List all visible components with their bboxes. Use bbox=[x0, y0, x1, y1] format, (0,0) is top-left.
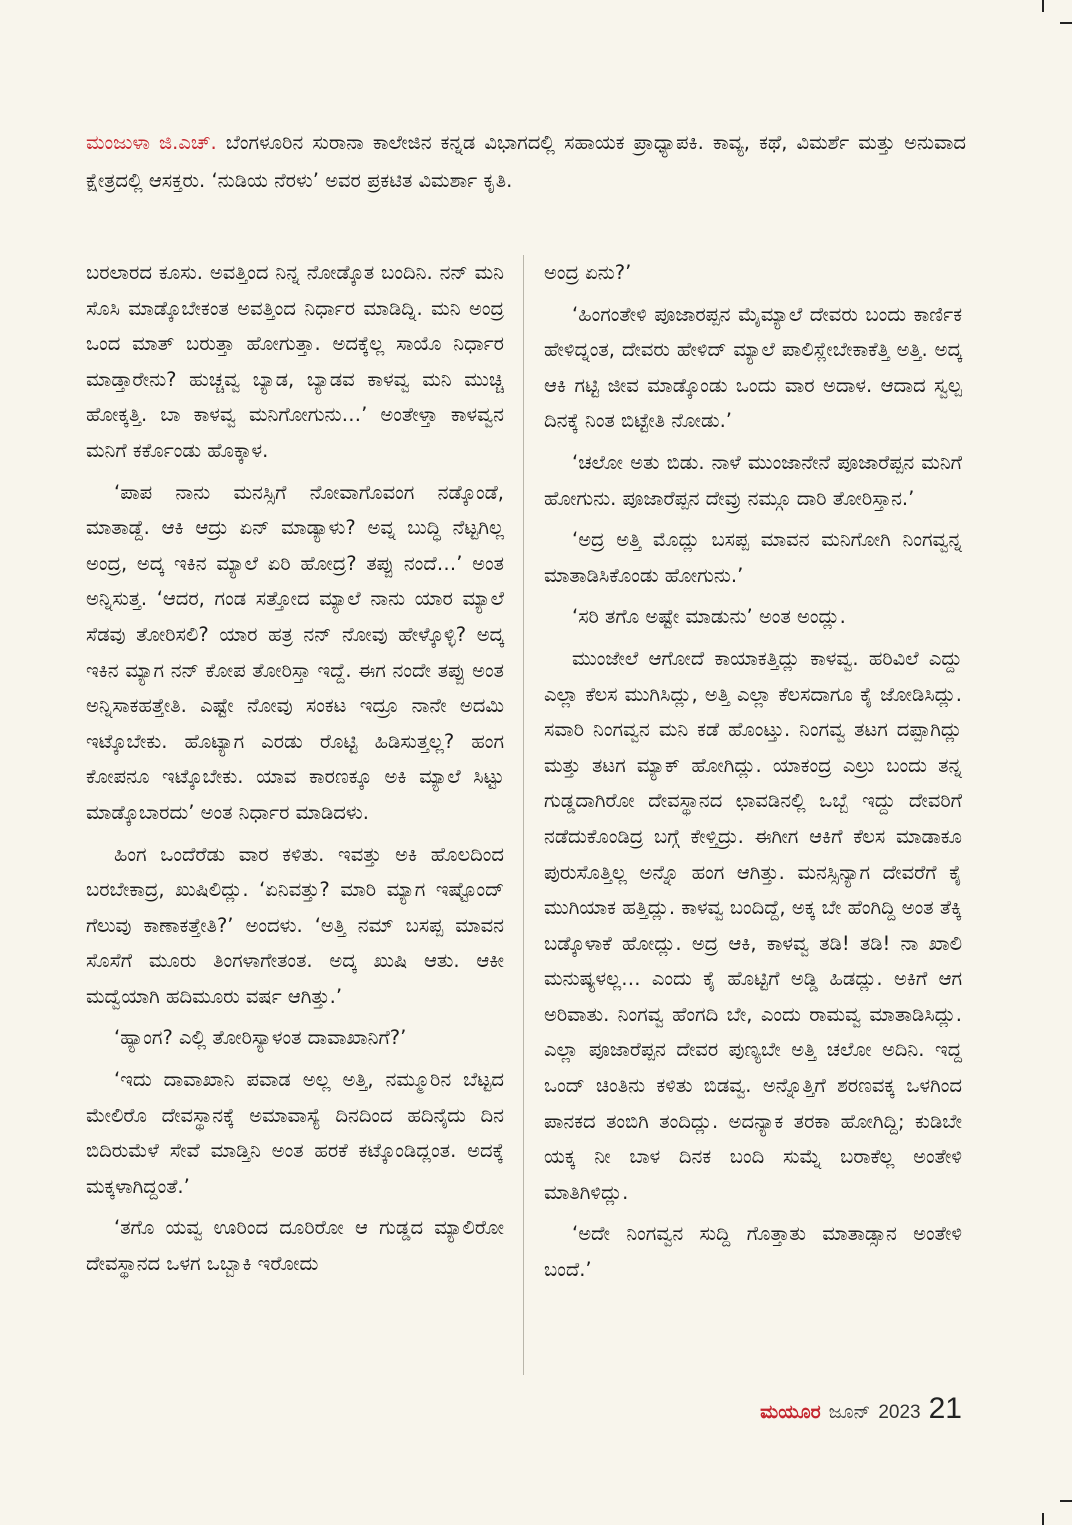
page-number: 21 bbox=[928, 1392, 962, 1425]
paragraph: ‘ಚಲೋ ಅತು ಬಿಡು. ನಾಳೆ ಮುಂಜಾನೇನೆ ಪೂಜಾರೆಪ್ಪನ ಮನಿಗೆ ಹೋಗುನು. ಪೂಜಾರೆಪ್ಪನ ದೇವ್ರು ನಮ್ಗೂ ದಾರಿ ತೋರಿಸ್ತಾನ.’ bbox=[544, 450, 962, 510]
paragraph: ‘ಸರಿ ತಗೊ ಅಷ್ಟೇ ಮಾಡುನು’ ಅಂತ ಅಂದ್ಲು. bbox=[572, 605, 846, 629]
issue-month: ಜೂನ್ bbox=[828, 1401, 871, 1423]
paragraph: ‘ಇದು ದಾವಾಖಾನಿ ಪವಾಡ ಅಲ್ಲ ಅತ್ತಿ, ನಮ್ಮೂರಿನ ಬೆಟ್ಟದ ಮೇಲಿರೊ ದೇವಸ್ಥಾನಕ್ಕೆ ಅಮಾವಾಸ್ಯೆ ದಿನದಿಂದ ಹದಿನೈದು ದಿನ ಬಿದಿರುಮೆಳೆ ಸೇವೆ ಮಾಡ್ತಿನಿ ಅಂತ ಹರಕೆ ಕಟ್ಕೊಂಡಿದ್ಲಂತ. ಅದಕ್ಕೆ ಮಕ್ಕಳಾಗಿದ್ದಂತೆ.’ bbox=[86, 1068, 504, 1198]
paragraph: ಹಿಂಗ ಒಂದೆರೆಡು ವಾರ ಕಳಿತು. ಇವತ್ತು ಅಕಿ ಹೊಲದಿಂದ ಬರಬೇಕಾದ್ರ, ಖುಷಿಲಿದ್ಲು. ‘ಏನಿವತ್ತು? ಮಾರಿ ಮ್ಯಾಗ ಇಷ್ಟೊಂದ್ ಗೆಲುವು ಕಾಣಾಕತ್ತೇತಿ?’ ಅಂದಳು. ‘ಅತ್ತಿ ನಮ್ ಬಸಪ್ಪ ಮಾವನ ಸೊಸೆಗೆ ಮೂರು ತಿಂಗಳಾಗೇತಂತ. ಅದ್ಕ ಖುಷಿ ಆತು. ಆಕೀ ಮದ್ವೆಯಾಗಿ ಹದಿಮೂರು ವರ್ಷ ಆಗಿತ್ತು.’ bbox=[86, 842, 504, 1008]
page-footer bbox=[760, 1392, 962, 1426]
paragraph: ಅಂದ್ರ ಏನು?’ bbox=[544, 261, 632, 284]
paragraph: ‘ಅದ್ರ ಅತ್ತಿ ಮೊದ್ಲು ಬಸಪ್ಪ ಮಾವನ ಮನಿಗೋಗಿ ನಿಂಗವ್ವನ್ನ ಮಾತಾಡಿಸಿಕೊಂಡು ಹೋಗುನು.’ bbox=[544, 528, 962, 587]
author-name: ಮಂಜುಳಾ ಜಿ.ಎಚ್. bbox=[86, 131, 217, 154]
crop-mark-right-bottom bbox=[1060, 1500, 1072, 1502]
paragraph: ಮುಂಜೇಲೆ ಆಗೋದೆ ಕಾಯಾಕತ್ತಿದ್ಲು ಕಾಳವ್ವ. ಹರಿವಿಲೆ ಎದ್ದು ಎಲ್ಲಾ ಕೆಲಸ ಮುಗಿಸಿದ್ಲು, ಅತ್ತಿ ಎಲ್ಲಾ ಕೆಲಸದಾಗೂ ಕೈ ಜೋಡಿಸಿದ್ಲು. ಸವಾರಿ ನಿಂಗವ್ವನ ಮನಿ ಕಡೆ ಹೊಂಟ್ತು. ನಿಂಗವ್ವ ತಟಗ ದಪ್ಪಾಗಿದ್ಲು ಮತ್ತು ತಟಗ ಮ್ಯಾಕ್ ಹೋಗಿದ್ಲು. ಯಾಕಂದ್ರ ಎಲ್ರು ಬಂದು ತನ್ನ ಗುಡ್ಡದಾಗಿರೋ ದೇವಸ್ಥಾನದ ಛಾವಡಿನಲ್ಲಿ ಒಬ್ಬೆ ಇದ್ದು ದೇವರಿಗೆ ನಡೆದುಕೊಂಡಿದ್ರ ಬಗ್ಗೆ ಕೇಳ್ತಿದ್ರು. ಈಗೀಗ ಆಕಿಗೆ ಕೆಲಸ ಮಾಡಾಕೂ ಪುರುಸೊತ್ತಿಲ್ಲ ಅನ್ನೊ ಹಂಗ ಆಗಿತ್ತು. ಮನಸ್ಸಿನ್ಯಾಗ ದೇವರೆಗೆ ಕೈ ಮುಗಿಯಾಕ ಹತ್ತಿದ್ಲು. ಕಾಳವ್ವ ಬಂದಿದ್ದೆ, ಅಕ್ಕ ಬೇ ಹೆಂಗಿದ್ದಿ ಅಂತ ತೆಕ್ಕಿ ಬಡ್ಕೊಳಾಕೆ ಹೋದ್ಲು. ಅದ್ರ ಆಕಿ, ಕಾಳವ್ವ ತಡಿ! ತಡಿ! ನಾ ಖಾಲಿ ಮನುಷ್ಯಳಲ್ಲ… ಎಂದು ಕೈ ಹೊಟ್ಟಿಗೆ ಅಡ್ಡಿ ಹಿಡದ್ಲು. ಅಕಿಗೆ ಆಗ ಅರಿವಾತು. ನಿಂಗವ್ವ ಹೆಂಗದಿ ಬೇ, ಎಂದು ರಾಮವ್ವ ಮಾತಾಡಿಸಿದ್ಲು. ಎಲ್ಲಾ ಪೂಜಾರೆಪ್ಪನ ದೇವರ ಪುಣ್ಯಬೇ ಅತ್ತಿ ಚಲೋ ಅದಿನಿ. ಇದ್ದ ಒಂದ್ ಚಿಂತಿನು ಕಳಿತು ಬಿಡವ್ವ. ಅನ್ನೊತ್ತಿಗೆ ಶರಣವಕ್ಕ ಒಳಗಿಂದ ಪಾನಕದ ತಂಬಿಗಿ ತಂದಿದ್ಲು. ಅದನ್ಯಾಕ ತರಕಾ ಹೋಗಿದ್ದಿ; ಕುಡಿಬೇ ಯಕ್ಕ ನೀ ಬಾಳ ದಿನಕ ಬಂದಿ ಸುಮ್ನೆ ಬರಾಕೆಲ್ಲ ಅಂತೇಳಿ ಮಾತಿಗಿಳಿದ್ಲು. bbox=[544, 646, 962, 1204]
paragraph: ‘ಹಿಂಗಂತೇಳಿ ಪೂಜಾರಪ್ಪನ ಮೈಮ್ಯಾಲೆ ದೇವರು ಬಂದು ಕಾರ್ಣಿಕ ಹೇಳಿದ್ನಂತ, ದೇವರು ಹೇಳಿದ್ ಮ್ಯಾಲೆ ಪಾಲಿಸ್ಲೇಬೇಕಾಕೆತ್ತಿ ಅತ್ತಿ. ಅದ್ಕ ಆಕಿ ಗಟ್ಟಿ ಜೀವ ಮಾಡ್ಕೊಂಡು ಒಂದು ವಾರ ಅದಾಳ. ಆದಾದ ಸ್ವಲ್ಪ ದಿನಕ್ಕೆ ನಿಂತ ಬಿಟ್ಟೇತಿ ನೋಡು.’ bbox=[544, 302, 962, 433]
issue-year: 2023 bbox=[878, 1402, 921, 1423]
crop-mark-right-top bbox=[1060, 22, 1072, 24]
paragraph: ‘ತಗೊ ಯವ್ವ ಊರಿಂದ ದೂರಿರೋ ಆ ಗುಡ್ಡದ ಮ್ಯಾಲಿರೋ ದೇವಸ್ಥಾನದ ಒಳಗ ಒಬ್ಬಾಕಿ ಇರೋದು bbox=[86, 1216, 504, 1276]
author-bio-text: ಬೆಂಗಳೂರಿನ ಸುರಾನಾ ಕಾಲೇಜಿನ ಕನ್ನಡ ವಿಭಾಗದಲ್ಲಿ ಸಹಾಯಕ ಪ್ರಾಧ್ಯಾಪಕಿ. ಕಾವ್ಯ, ಕಥೆ, ವಿಮರ್ಶೆ ಮತ್ತು ಅನುವಾದ ಕ್ಷೇತ್ರದಲ್ಲಿ ಆಸಕ್ತರು. ‘ನುಡಿಯ ನೆರಳು’ ಅವರ ಪ್ರಕಟಿತ ವಿಮರ್ಶಾ ಕೃತಿ. bbox=[86, 131, 966, 192]
author-bio bbox=[86, 124, 966, 200]
right-column bbox=[544, 255, 962, 1294]
paragraph: ‘ಹ್ಯಾಂಗ? ಎಲ್ಲಿ ತೋರಿಸ್ಯಾಳಂತ ದಾವಾಖಾನಿಗೆ?’ bbox=[114, 1026, 407, 1050]
paragraph: ‘ಪಾಪ ನಾನು ಮನಸ್ಸಿಗೆ ನೋವಾಗೊವಂಗ ನಡ್ಕೊಂಡೆ, ಮಾತಾಡ್ದೆ. ಆಕಿ ಆದ್ರು ಏನ್ ಮಾಡ್ಯಾಳು? ಅವ್ನ ಬುದ್ಧಿ ನೆಟ್ಟಗಿಲ್ಲ ಅಂದ್ರ, ಅದ್ಕ ಇಕಿನ ಮ್ಯಾಲೆ ಏರಿ ಹೋದ್ರ? ತಪ್ಪು ನಂದೆ…’ ಅಂತ ಅನ್ನಿಸುತ್ತ. ‘ಆದರ, ಗಂಡ ಸತ್ತೋದ ಮ್ಯಾಲೆ ನಾನು ಯಾರ ಮ್ಯಾಲೆ ಸೆಡವು ತೋರಿಸಲಿ? ಯಾರ ಹತ್ರ ನನ್ ನೋವು ಹೇಳ್ಕೊಳ್ಳಿ? ಅದ್ಕ ಇಕಿನ ಮ್ಯಾಗ ನನ್ ಕೋಪ ತೋರಿಸ್ತಾ ಇದ್ದೆ. ಈಗ ನಂದೇ ತಪ್ಪು ಅಂತ ಅನ್ನಿಸಾಕಹತ್ತೇತಿ. ಎಷ್ಟೇ ನೋವು ಸಂಕಟ ಇದ್ರೂ ನಾನೇ ಅದಮಿ ಇಟ್ಕೊಬೇಕು. ಹೊಟ್ಯಾಗ ಎರಡು ರೊಟ್ಟಿ ಹಿಡಿಸುತ್ತಲ್ಲ? ಹಂಗ ಕೋಪನೂ ಇಟ್ಕೊಬೇಕು. ಯಾವ ಕಾರಣಕ್ಕೂ ಅಕಿ ಮ್ಯಾಲೆ ಸಿಟ್ಟು ಮಾಡ್ಕೊಬಾರದು’ ಅಂತ ನಿರ್ಧಾರ ಮಾಡಿದಳು. bbox=[86, 480, 504, 824]
magazine-logo: ಮಯೂರ bbox=[760, 1401, 821, 1423]
crop-mark-bottom-right bbox=[1042, 1513, 1044, 1525]
paragraph: ಬರಲಾರದ ಕೂಸು. ಅವತ್ತಿಂದ ನಿನ್ನ ನೋಡ್ಕೊತ ಬಂದಿನಿ. ನನ್ ಮನಿ ಸೊಸಿ ಮಾಡ್ಕೊಬೇಕಂತ ಅವತ್ತಿಂದ ನಿರ್ಧಾರ ಮಾಡಿದ್ನಿ. ಮನಿ ಅಂದ್ರ ಒಂದ ಮಾತ್ ಬರುತ್ತಾ ಹೋಗುತ್ತಾ. ಅದಕ್ಕೆಲ್ಲ ಸಾಯೊ ನಿರ್ಧಾರ ಮಾಡ್ತಾರೇನು? ಹುಚ್ಚವ್ವ ಬ್ಯಾಡ, ಬ್ಯಾಡವ ಕಾಳವ್ವ ಮನಿ ಮುಚ್ಚಿ ಹೋಕ್ಕತ್ತಿ. ಬಾ ಕಾಳವ್ವ ಮನಿಗೋಗುನು…’ ಅಂತೇಳ್ತಾ ಕಾಳವ್ವನ ಮನಿಗೆ ಕರ್ಕೊಂಡು ಹೊಕ್ಕಾಳ. bbox=[86, 261, 504, 462]
paragraph: ‘ಅದೇ ನಿಂಗವ್ವನ ಸುದ್ದಿ ಗೊತ್ತಾತು ಮಾತಾಡ್ಸಾನ ಅಂತೇಳಿ ಬಂದೆ.’ bbox=[544, 1222, 962, 1282]
crop-mark-top-right bbox=[1042, 0, 1044, 12]
column-divider bbox=[523, 255, 524, 1375]
left-column bbox=[86, 255, 504, 1288]
